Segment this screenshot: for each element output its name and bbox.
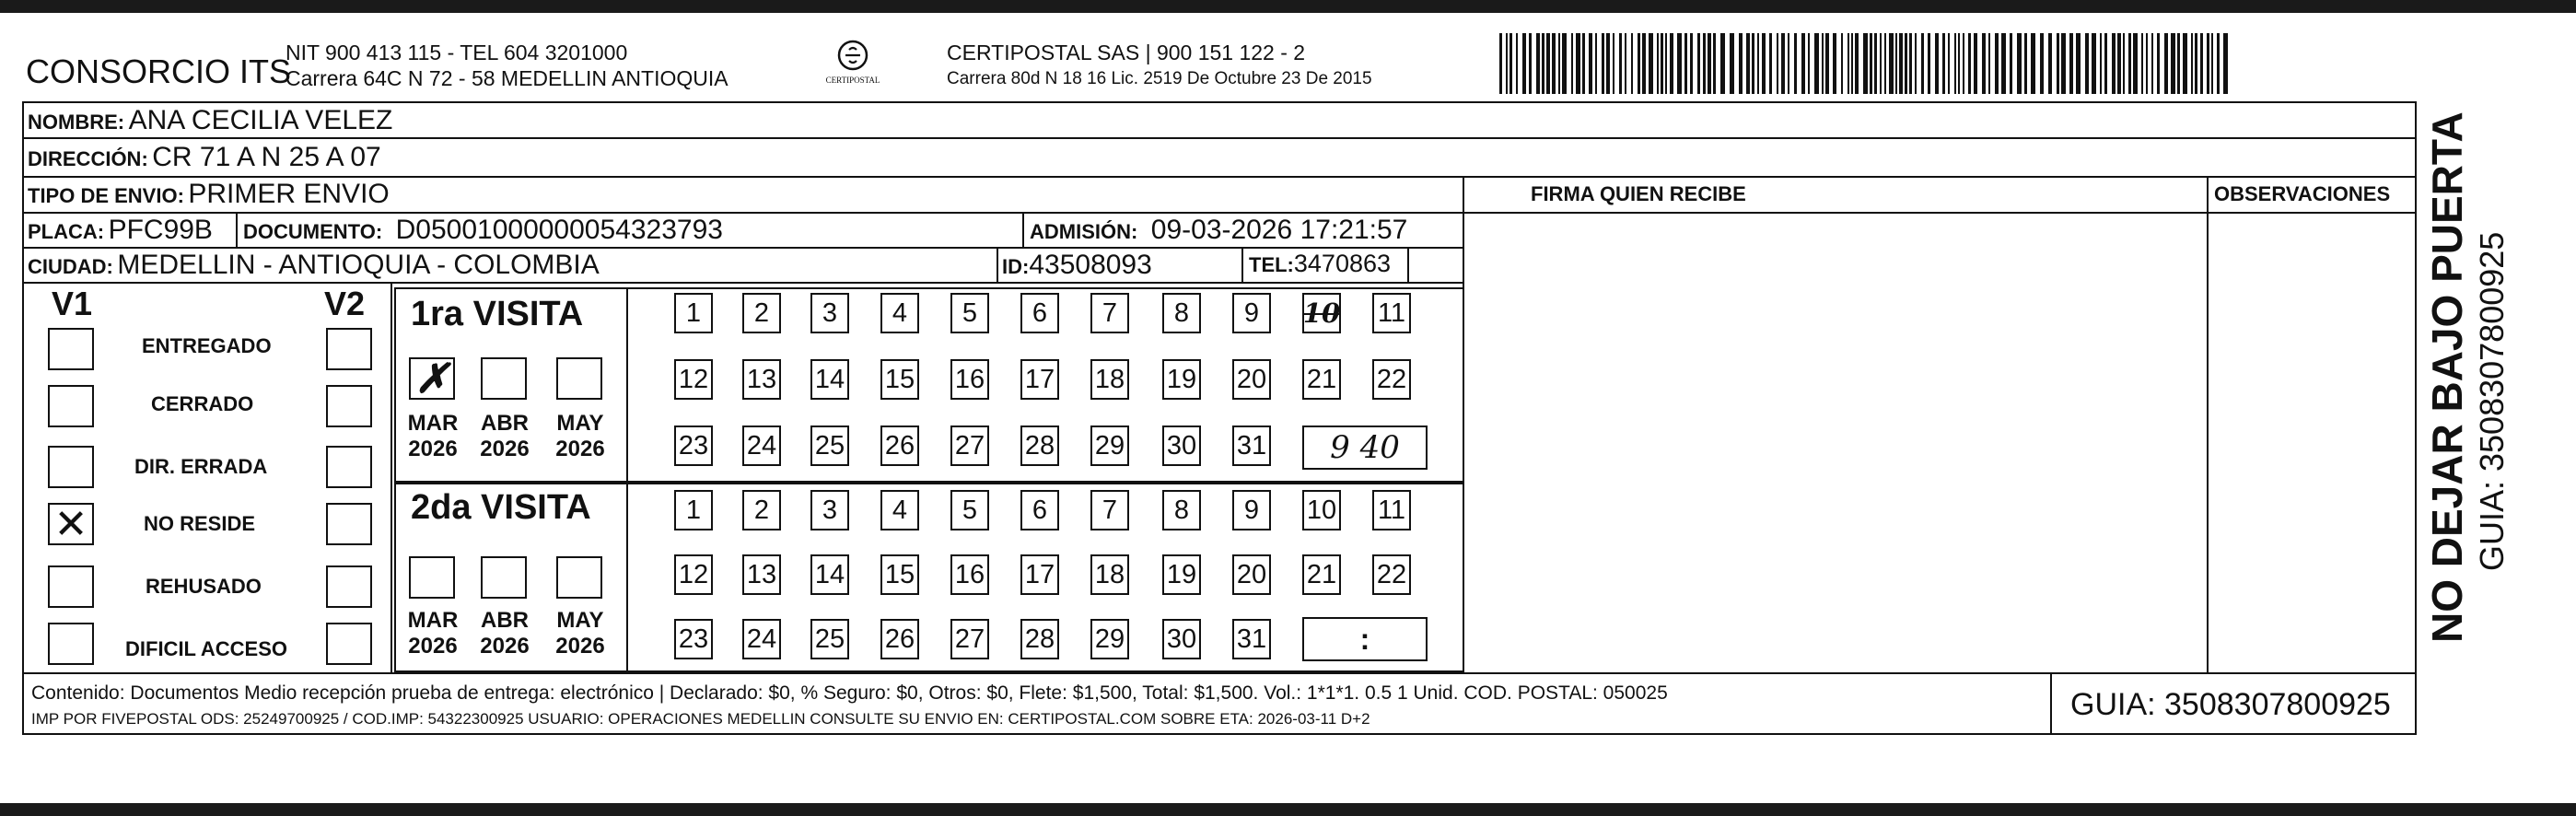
visit-1-day-13[interactable]: 13 bbox=[742, 359, 781, 400]
v2-checkbox-dir-errada[interactable] bbox=[326, 446, 372, 488]
visit-2-month-mar-label: MAR 2026 bbox=[407, 608, 459, 659]
barcode-bar bbox=[1595, 33, 1597, 94]
barcode-bar bbox=[2217, 33, 2220, 94]
visit-1-day-15[interactable]: 15 bbox=[880, 359, 919, 400]
visit-1-day-11[interactable]: 11 bbox=[1372, 293, 1411, 333]
visit-2-month-abr-checkbox[interactable] bbox=[481, 556, 527, 599]
barcode-bar bbox=[1895, 33, 1897, 94]
visit-1-day-5[interactable]: 5 bbox=[950, 293, 989, 333]
visit-2-day-24[interactable]: 24 bbox=[742, 619, 781, 659]
visit-2-day-19[interactable]: 19 bbox=[1162, 554, 1201, 595]
barcode-bar bbox=[1619, 33, 1622, 94]
barcode-bar bbox=[1522, 33, 1526, 94]
visit-1-month-may-label: MAY 2026 bbox=[555, 411, 605, 461]
cell-divider bbox=[1022, 212, 1024, 247]
visit-1-time-box[interactable]: 9 40 bbox=[1302, 425, 1428, 470]
barcode-bar bbox=[1884, 33, 1886, 94]
visit-1-day-23[interactable]: 23 bbox=[674, 425, 713, 466]
visit-1-day-22[interactable]: 22 bbox=[1372, 359, 1411, 400]
visit-1-day-30[interactable]: 30 bbox=[1162, 425, 1201, 466]
barcode-bar bbox=[1730, 33, 1734, 94]
visit-2-day-21[interactable]: 21 bbox=[1302, 554, 1341, 595]
barcode-bar bbox=[1739, 33, 1743, 94]
barcode-bar bbox=[2057, 33, 2059, 94]
barcode-bar bbox=[2017, 33, 2022, 94]
bottom-edge bbox=[0, 803, 2576, 816]
barcode-bar bbox=[2141, 33, 2143, 94]
barcode-bar bbox=[2183, 33, 2187, 94]
barcode-bar bbox=[1690, 33, 1693, 94]
barcode-bar bbox=[2157, 33, 2160, 94]
status-label-cerrado: CERRADO bbox=[151, 392, 254, 415]
visit-2-day-26[interactable]: 26 bbox=[880, 619, 919, 659]
barcode-bar bbox=[2177, 33, 2180, 94]
barcode-bar bbox=[1935, 33, 1939, 94]
visit-2-day-6[interactable]: 6 bbox=[1020, 490, 1059, 530]
barcode-bar bbox=[1851, 33, 1853, 94]
visit-2-day-17[interactable]: 17 bbox=[1020, 554, 1059, 595]
visit-1-day-8[interactable]: 8 bbox=[1162, 293, 1201, 333]
top-edge bbox=[0, 0, 2576, 13]
barcode-bar bbox=[2164, 33, 2168, 94]
admision-value: 09-03-2026 17:21:57 bbox=[1150, 215, 1408, 245]
visit-2-day-15[interactable]: 15 bbox=[880, 554, 919, 595]
barcode-bar bbox=[1499, 33, 1502, 94]
barcode-bar bbox=[2085, 33, 2089, 94]
v2-checkbox-cerrado[interactable] bbox=[326, 385, 372, 427]
barcode-bar bbox=[1649, 33, 1653, 94]
barcode-bar bbox=[1814, 33, 1819, 94]
row-divider bbox=[22, 137, 2417, 139]
barcode-bar bbox=[2024, 33, 2027, 94]
id-label: ID: bbox=[1002, 255, 1030, 278]
barcode-bar bbox=[1988, 33, 1990, 94]
barcode-bar bbox=[1631, 33, 1633, 94]
carrier-license: Carrera 80d N 18 16 Lic. 2519 De Octubre 23 De 2015 bbox=[947, 69, 1372, 88]
barcode-bar bbox=[1625, 33, 1626, 94]
barcode-bar bbox=[2117, 33, 2121, 94]
company-name: CONSORCIO ITS bbox=[26, 52, 292, 90]
row-divider bbox=[22, 282, 1464, 284]
visit-1-day-31[interactable]: 31 bbox=[1232, 425, 1271, 466]
visit-2-day-1[interactable]: 1 bbox=[674, 490, 713, 530]
barcode-bar bbox=[1847, 33, 1849, 94]
cell-divider bbox=[1407, 247, 1409, 282]
barcode-bar bbox=[2100, 33, 2102, 94]
v1-header: V1 bbox=[52, 285, 93, 322]
v1-checkbox-dir-errada[interactable] bbox=[48, 446, 94, 488]
barcode-bar bbox=[1720, 33, 1725, 94]
barcode-bar bbox=[2171, 33, 2175, 94]
visit-2-day-2[interactable]: 2 bbox=[742, 490, 781, 530]
row-divider bbox=[22, 176, 2417, 178]
visit-1-day-4[interactable]: 4 bbox=[880, 293, 919, 333]
barcode-bar bbox=[1889, 33, 1894, 94]
barcode-bar bbox=[2061, 33, 2066, 94]
barcode-bar bbox=[1909, 33, 1912, 94]
status-label-no-reside: NO RESIDE bbox=[144, 512, 256, 535]
barcode-bar bbox=[1870, 33, 1872, 94]
col-divider bbox=[2207, 176, 2209, 673]
visit-2-day-10[interactable]: 10 bbox=[1302, 490, 1341, 530]
visit-2-day-29[interactable]: 29 bbox=[1090, 619, 1129, 659]
v2-checkbox-dificil-acceso[interactable] bbox=[326, 623, 372, 665]
barcode-bar bbox=[1841, 33, 1843, 94]
barcode-bar bbox=[1982, 33, 1986, 94]
barcode-bar bbox=[1794, 33, 1797, 94]
visit-1-month-abr-label: ABR 2026 bbox=[480, 411, 530, 461]
visit-2-day-18[interactable]: 18 bbox=[1090, 554, 1129, 595]
barcode-bar bbox=[2195, 33, 2197, 94]
barcode-bar bbox=[1613, 33, 1614, 94]
barcode-bar bbox=[1638, 33, 1640, 94]
barcode-bar bbox=[2031, 33, 2035, 94]
v1-checkbox-cerrado[interactable] bbox=[48, 385, 94, 427]
barcode-bar bbox=[1529, 33, 1532, 94]
barcode-bar bbox=[1825, 33, 1829, 94]
ciudad-value: MEDELLIN - ANTIOQUIA - COLOMBIA bbox=[117, 250, 600, 280]
status-label-dir-errada: DIR. ERRADA bbox=[134, 455, 268, 478]
barcode-bar bbox=[1606, 33, 1610, 94]
direccion-label: DIRECCIÓN: bbox=[28, 147, 148, 170]
company-nit: NIT 900 413 115 - TEL 604 3201000 bbox=[286, 41, 628, 64]
barcode-bar bbox=[2200, 33, 2203, 94]
barcode-bar bbox=[2092, 33, 2096, 94]
barcode-bar bbox=[2207, 33, 2209, 94]
tipo-envio-label: TIPO DE ENVIO: bbox=[28, 184, 184, 207]
barcode-bar bbox=[1958, 33, 1960, 94]
visit-1-day-10[interactable]: 10 bbox=[1302, 293, 1341, 333]
direccion-value: CR 71 A N 25 A 07 bbox=[152, 142, 381, 172]
barcode-bar bbox=[2076, 33, 2081, 94]
barcode-bar bbox=[1880, 33, 1882, 94]
visit-2-day-4[interactable]: 4 bbox=[880, 490, 919, 530]
visit-2-month-abr-label: ABR 2026 bbox=[480, 608, 530, 659]
visit-2-day-28[interactable]: 28 bbox=[1020, 619, 1059, 659]
barcode-bar bbox=[1822, 33, 1824, 94]
barcode-bar bbox=[1697, 33, 1700, 94]
tel-value: 3470863 bbox=[1293, 250, 1392, 277]
carrier-name: CERTIPOSTAL SAS | 900 151 122 - 2 bbox=[947, 41, 1306, 64]
barcode-bar bbox=[1657, 33, 1659, 94]
visit-1-day-24[interactable]: 24 bbox=[742, 425, 781, 466]
barcode-bar bbox=[1713, 33, 1716, 94]
footer-guia: GUIA: 3508307800925 bbox=[2070, 687, 2391, 722]
ciudad-label: CIUDAD: bbox=[28, 255, 113, 278]
barcode-bar bbox=[2146, 33, 2148, 94]
footer-divider bbox=[2050, 672, 2052, 735]
visit-2-month-may-checkbox[interactable] bbox=[556, 556, 602, 599]
barcode-bar bbox=[1542, 33, 1544, 94]
barcode-bar bbox=[1762, 33, 1766, 94]
barcode-bar bbox=[1928, 33, 1930, 94]
side-notice: NO DEJAR BAJO PUERTA bbox=[2423, 111, 2471, 643]
barcode-bar bbox=[1863, 33, 1868, 94]
v1-checkbox-rehusado[interactable] bbox=[48, 565, 94, 608]
barcode-bar bbox=[1602, 33, 1604, 94]
barcode-bar bbox=[1963, 33, 1964, 94]
visit-2-month-mar-checkbox[interactable] bbox=[409, 556, 455, 599]
barcode-bar bbox=[1661, 33, 1663, 94]
barcode-bar bbox=[1781, 33, 1785, 94]
visit-1-day-29[interactable]: 29 bbox=[1090, 425, 1129, 466]
nombre-value: ANA CECILIA VELEZ bbox=[128, 105, 393, 135]
footer-impresion: IMP POR FIVEPOSTAL ODS: 25249700925 / COD.IMP: 54322300925 USUARIO: OPERACIONES MEDELLIN CONSULTE SU ENVIO EN: CERTIPOSTAL.COM SOBRE ETA: 2026-03-11 D+2 bbox=[31, 710, 1370, 728]
barcode-bar bbox=[1516, 33, 1518, 94]
company-address: Carrera 64C N 72 - 58 MEDELLIN ANTIOQUIA bbox=[286, 66, 729, 90]
nombre-label: NOMBRE: bbox=[28, 111, 125, 134]
cell-divider bbox=[236, 212, 238, 247]
visit-2-day-13[interactable]: 13 bbox=[742, 554, 781, 595]
barcode-bar bbox=[1506, 33, 1508, 94]
barcode-bar bbox=[1995, 33, 1999, 94]
barcode-bar bbox=[2128, 33, 2131, 94]
barcode-bar bbox=[1777, 33, 1778, 94]
visit-1-day-16[interactable]: 16 bbox=[950, 359, 989, 400]
id-value: 43508093 bbox=[1029, 250, 1152, 280]
visit-2-day-5[interactable]: 5 bbox=[950, 490, 989, 530]
barcode-bar bbox=[2211, 33, 2213, 94]
barcode-bar bbox=[1801, 33, 1805, 94]
documento-value: D05001000000054323793 bbox=[395, 215, 723, 245]
visit-2-day-30[interactable]: 30 bbox=[1162, 619, 1201, 659]
visit-2-day-22[interactable]: 22 bbox=[1372, 554, 1411, 595]
visit-1-day-21[interactable]: 21 bbox=[1302, 359, 1341, 400]
barcode-bar bbox=[2001, 33, 2006, 94]
v1-checkbox-no-reside[interactable] bbox=[48, 500, 94, 548]
visit-2-day-27[interactable]: 27 bbox=[950, 619, 989, 659]
barcode-bar bbox=[2133, 33, 2138, 94]
barcode-bar bbox=[1558, 33, 1560, 94]
side-guia: GUIA: 3508307800925 bbox=[2473, 231, 2511, 571]
certipostal-logo bbox=[822, 37, 884, 92]
visit-1-month-may-checkbox[interactable] bbox=[556, 357, 602, 400]
barcode-bar bbox=[1552, 33, 1556, 94]
visit-1-day-17[interactable]: 17 bbox=[1020, 359, 1059, 400]
barcode-bar bbox=[2104, 33, 2107, 94]
visit-2-day-11[interactable]: 11 bbox=[1372, 490, 1411, 530]
visit-1-month-abr-checkbox[interactable] bbox=[481, 357, 527, 400]
visit-1-day-6[interactable]: 6 bbox=[1020, 293, 1059, 333]
documento-label: DOCUMENTO: bbox=[243, 220, 383, 243]
barcode-bar bbox=[1905, 33, 1907, 94]
visit-2-day-16[interactable]: 16 bbox=[950, 554, 989, 595]
barcode-bar bbox=[1746, 33, 1750, 94]
barcode-bar bbox=[1968, 33, 1971, 94]
barcode-bar bbox=[1546, 33, 1550, 94]
visit-2-day-3[interactable]: 3 bbox=[810, 490, 849, 530]
barcode-bar bbox=[1752, 33, 1754, 94]
visit-2-day-7[interactable]: 7 bbox=[1090, 490, 1129, 530]
x-mark-icon: ✕ bbox=[53, 500, 88, 548]
visit-2-day-12[interactable]: 12 bbox=[674, 554, 713, 595]
barcode-bar bbox=[1509, 33, 1512, 94]
x-mark-icon: ✗ bbox=[414, 355, 449, 402]
admision-label: ADMISIÓN: bbox=[1030, 220, 1138, 243]
status-label-dificil-acceso: DIFICIL ACCESO bbox=[125, 637, 288, 660]
barcode-bar bbox=[2123, 33, 2125, 94]
barcode-bar bbox=[1665, 33, 1667, 94]
footer-contenido: Contenido: Documentos Medio recepción prueba de entrega: electrónico | Declarado: $0, % Seguro: $0, Otros: $0, Flete: $1,500, Total: $1,500. Vol.: 1*1*1. 0.5 1 Unid. COD. POSTAL: 050025 bbox=[31, 682, 1668, 704]
barcode-bar bbox=[2069, 33, 2073, 94]
visit-1-day-27[interactable]: 27 bbox=[950, 425, 989, 466]
barcode-bar bbox=[1948, 33, 1950, 94]
barcode-bar bbox=[1642, 33, 1646, 94]
barcode-bar bbox=[1708, 33, 1711, 94]
tel-label: TEL: bbox=[1249, 253, 1294, 276]
firma-header: FIRMA QUIEN RECIBE bbox=[1531, 182, 1746, 205]
barcode-bar bbox=[1915, 33, 1917, 94]
barcode-bar bbox=[1899, 33, 1903, 94]
visit-1-month-mar-checkbox[interactable] bbox=[409, 357, 455, 400]
barcode-bar bbox=[1974, 33, 1977, 94]
barcode-bar bbox=[1684, 33, 1687, 94]
barcode-bar bbox=[1589, 33, 1592, 94]
visit-2-day-31[interactable]: 31 bbox=[1232, 619, 1271, 659]
visit-2-title: 2da VISITA bbox=[411, 488, 591, 527]
visit-2-time-box[interactable]: : bbox=[1302, 617, 1428, 661]
barcode-bar bbox=[2191, 33, 2193, 94]
barcode-bar bbox=[1874, 33, 1877, 94]
barcode-bar bbox=[1769, 33, 1772, 94]
visit-2-day-23[interactable]: 23 bbox=[674, 619, 713, 659]
barcode-bar bbox=[2151, 33, 2153, 94]
barcode-bar bbox=[1788, 33, 1789, 94]
barcode-bar bbox=[1576, 33, 1580, 94]
visit-2-day-9[interactable]: 9 bbox=[1232, 490, 1271, 530]
barcode-bar bbox=[1562, 33, 1567, 94]
barcode-bar bbox=[2048, 33, 2052, 94]
visit-1-day-20[interactable]: 20 bbox=[1232, 359, 1271, 400]
barcode-bar bbox=[1954, 33, 1956, 94]
visit-2-month-may-label: MAY 2026 bbox=[555, 608, 605, 659]
footer-divider bbox=[22, 672, 2417, 674]
visit-2-day-20[interactable]: 20 bbox=[1232, 554, 1271, 595]
barcode-bar bbox=[1757, 33, 1759, 94]
barcode-bar bbox=[1536, 33, 1540, 94]
visit-1-day-7[interactable]: 7 bbox=[1090, 293, 1129, 333]
visit-1-month-mar-label: MAR 2026 bbox=[407, 411, 459, 461]
barcode-bar bbox=[2040, 33, 2044, 94]
visit-1-title: 1ra VISITA bbox=[411, 295, 584, 333]
barcode-bar bbox=[2112, 33, 2116, 94]
barcode-bar bbox=[1571, 33, 1573, 94]
visit-1-day-2[interactable]: 2 bbox=[742, 293, 781, 333]
v2-checkbox-entregado[interactable] bbox=[326, 328, 372, 370]
visit-2-day-14[interactable]: 14 bbox=[810, 554, 849, 595]
barcode bbox=[1499, 33, 2232, 94]
visit-1-day-3[interactable]: 3 bbox=[810, 293, 849, 333]
placa-label: PLACA: bbox=[28, 220, 105, 243]
cell-divider bbox=[1241, 247, 1243, 282]
v2-checkbox-no-reside[interactable] bbox=[326, 503, 372, 545]
barcode-bar bbox=[1808, 33, 1810, 94]
barcode-bar bbox=[1582, 33, 1585, 94]
visit-1-day-12[interactable]: 12 bbox=[674, 359, 713, 400]
barcode-bar bbox=[1677, 33, 1682, 94]
row-divider bbox=[22, 247, 1464, 249]
row-divider bbox=[22, 212, 2417, 214]
visit-1-day-28[interactable]: 28 bbox=[1020, 425, 1059, 466]
visit-1-day-19[interactable]: 19 bbox=[1162, 359, 1201, 400]
observaciones-header: OBSERVACIONES bbox=[2214, 182, 2391, 205]
visit-1-day-14[interactable]: 14 bbox=[810, 359, 849, 400]
v2-header: V2 bbox=[324, 285, 366, 322]
barcode-bar bbox=[1921, 33, 1924, 94]
visit-1-day-18[interactable]: 18 bbox=[1090, 359, 1129, 400]
visit-1-day-25[interactable]: 25 bbox=[810, 425, 849, 466]
svg-text:CERTIPOSTAL: CERTIPOSTAL bbox=[825, 76, 880, 85]
barcode-bar bbox=[1855, 33, 1859, 94]
visit-1-day-1[interactable]: 1 bbox=[674, 293, 713, 333]
visit-1-day-26[interactable]: 26 bbox=[880, 425, 919, 466]
visit-2-day-8[interactable]: 8 bbox=[1162, 490, 1201, 530]
v1-checkbox-dificil-acceso[interactable] bbox=[48, 623, 94, 665]
barcode-bar bbox=[1703, 33, 1706, 94]
tipo-envio-value: PRIMER ENVIO bbox=[188, 179, 390, 209]
placa-value: PFC99B bbox=[108, 215, 213, 245]
status-divider bbox=[390, 282, 392, 672]
cell-divider bbox=[997, 247, 998, 282]
visit-2-day-25[interactable]: 25 bbox=[810, 619, 849, 659]
barcode-bar bbox=[2010, 33, 2012, 94]
visit-1-divider bbox=[626, 287, 628, 484]
status-label-rehusado: REHUSADO bbox=[146, 575, 262, 598]
v2-checkbox-rehusado[interactable] bbox=[326, 565, 372, 608]
v1-checkbox-entregado[interactable] bbox=[48, 328, 94, 370]
visit-1-day-9[interactable]: 9 bbox=[1232, 293, 1271, 333]
barcode-bar bbox=[2223, 33, 2228, 94]
barcode-bar bbox=[1833, 33, 1836, 94]
barcode-bar bbox=[1942, 33, 1945, 94]
visit-2-divider bbox=[626, 481, 628, 672]
status-label-entregado: ENTREGADO bbox=[142, 334, 272, 357]
barcode-bar bbox=[1670, 33, 1673, 94]
